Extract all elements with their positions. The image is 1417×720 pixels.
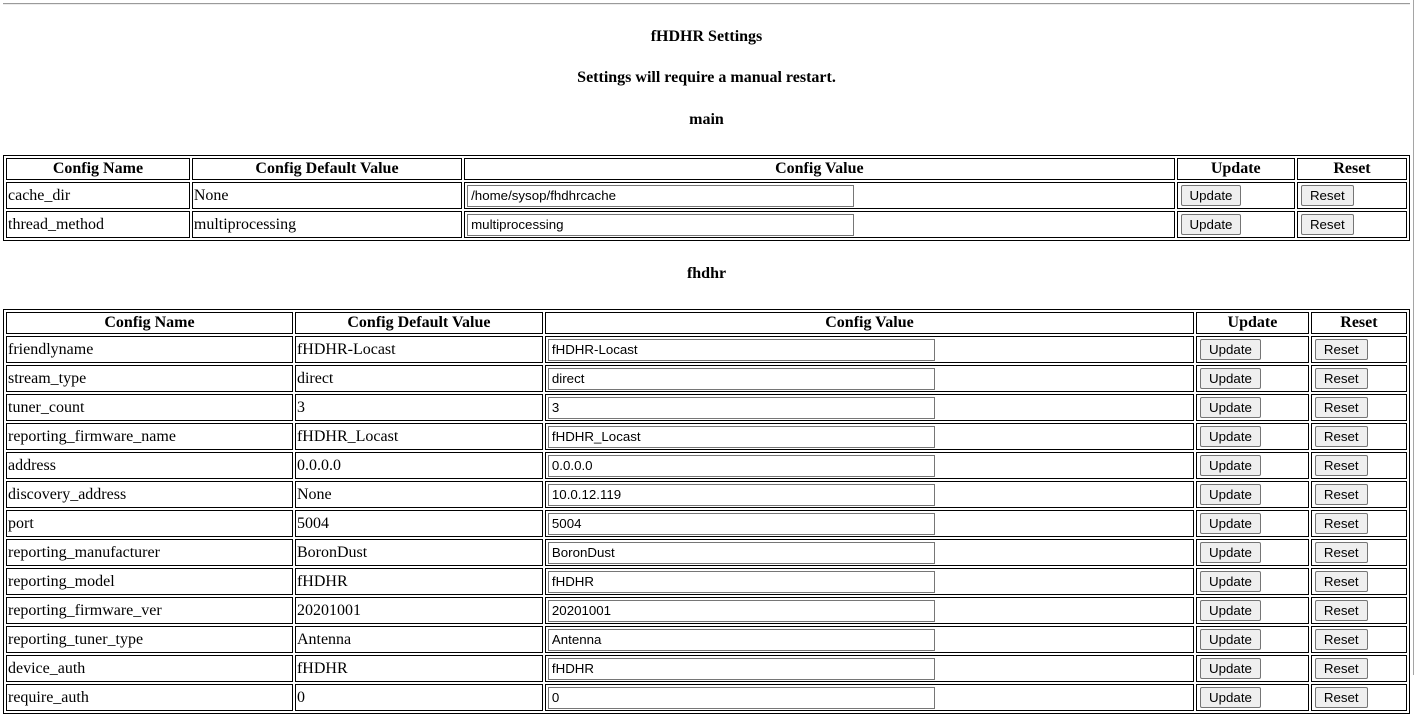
- restart-notice: Settings will require a manual restart.: [3, 69, 1410, 87]
- config-default-cell: fHDHR: [295, 655, 543, 682]
- column-header-update: Update: [1196, 312, 1309, 334]
- config-value-input[interactable]: [548, 426, 935, 448]
- config-default-cell: 0: [295, 684, 543, 711]
- config-default-cell: fHDHR-Locast: [295, 336, 543, 363]
- config-name-cell: reporting_firmware_ver: [6, 597, 293, 624]
- update-button[interactable]: Update: [1200, 658, 1261, 679]
- update-cell: [1196, 452, 1309, 479]
- reset-cell: [1311, 539, 1407, 566]
- config-value-cell: [545, 684, 1194, 711]
- table-row: [6, 626, 1407, 653]
- reset-button[interactable]: Reset: [1315, 455, 1368, 476]
- config-default-cell: 3: [295, 394, 543, 421]
- table-row: [6, 365, 1407, 392]
- reset-cell: [1311, 423, 1407, 450]
- config-name-cell: reporting_firmware_name: [6, 423, 293, 450]
- reset-button[interactable]: Reset: [1315, 658, 1368, 679]
- config-value-input[interactable]: [548, 629, 935, 651]
- table-row: [6, 481, 1407, 508]
- config-value-cell: [545, 394, 1194, 421]
- config-value-input[interactable]: [548, 658, 935, 680]
- column-header-config-name: Config Name: [6, 158, 190, 180]
- reset-cell: [1311, 655, 1407, 682]
- reset-cell: [1311, 626, 1407, 653]
- update-cell: [1196, 365, 1309, 392]
- settings-sections: [3, 111, 1410, 714]
- table-row: [6, 336, 1407, 363]
- update-button[interactable]: Update: [1200, 339, 1261, 360]
- config-default-cell: 5004: [295, 510, 543, 537]
- config-default-cell: None: [295, 481, 543, 508]
- section-heading-main: main: [3, 111, 1410, 129]
- table-row: [6, 211, 1407, 238]
- reset-button[interactable]: Reset: [1315, 484, 1368, 505]
- config-name-cell: cache_dir: [6, 182, 190, 209]
- config-name-cell: thread_method: [6, 211, 190, 238]
- column-header-config-default-value: Config Default Value: [192, 158, 462, 180]
- config-default-cell: multiprocessing: [192, 211, 462, 238]
- column-header-config-value: Config Value: [545, 312, 1194, 334]
- update-cell: [1196, 597, 1309, 624]
- update-button[interactable]: Update: [1200, 455, 1261, 476]
- config-default-cell: direct: [295, 365, 543, 392]
- config-value-input[interactable]: [548, 513, 935, 535]
- reset-cell: [1311, 365, 1407, 392]
- config-value-cell: [545, 568, 1194, 595]
- config-default-cell: 20201001: [295, 597, 543, 624]
- reset-cell: [1311, 510, 1407, 537]
- page-title: fHDHR Settings: [3, 28, 1410, 46]
- top-divider: [3, 3, 1410, 5]
- update-button[interactable]: Update: [1200, 426, 1261, 447]
- reset-button[interactable]: Reset: [1315, 629, 1368, 650]
- reset-button[interactable]: Reset: [1315, 600, 1368, 621]
- config-value-input[interactable]: [467, 214, 854, 236]
- column-header-config-name: Config Name: [6, 312, 293, 334]
- config-value-cell: [545, 626, 1194, 653]
- table-row: [6, 539, 1407, 566]
- update-cell: [1196, 568, 1309, 595]
- config-value-cell: [545, 452, 1194, 479]
- reset-cell: [1311, 597, 1407, 624]
- update-cell: [1196, 510, 1309, 537]
- config-value-input[interactable]: [548, 542, 935, 564]
- config-value-input[interactable]: [467, 185, 854, 207]
- reset-button[interactable]: Reset: [1315, 542, 1368, 563]
- config-table-fhdhr: [3, 309, 1410, 714]
- column-header-reset: Reset: [1297, 158, 1407, 180]
- config-value-input[interactable]: [548, 484, 935, 506]
- config-name-cell: device_auth: [6, 655, 293, 682]
- reset-button[interactable]: Reset: [1301, 185, 1354, 206]
- column-header-reset: Reset: [1311, 312, 1407, 334]
- config-value-cell: [545, 655, 1194, 682]
- reset-button[interactable]: Reset: [1315, 426, 1368, 447]
- config-name-cell: reporting_tuner_type: [6, 626, 293, 653]
- config-default-cell: fHDHR_Locast: [295, 423, 543, 450]
- reset-cell: [1311, 394, 1407, 421]
- config-value-input[interactable]: [548, 455, 935, 477]
- config-value-cell: [545, 423, 1194, 450]
- reset-button[interactable]: Reset: [1315, 687, 1368, 708]
- reset-cell: [1311, 568, 1407, 595]
- column-header-config-default-value: Config Default Value: [295, 312, 543, 334]
- update-cell: [1177, 211, 1295, 238]
- config-value-input[interactable]: [548, 368, 935, 390]
- config-default-cell: fHDHR: [295, 568, 543, 595]
- update-cell: [1196, 481, 1309, 508]
- table-row: [6, 684, 1407, 711]
- table-row: [6, 597, 1407, 624]
- config-default-cell: 0.0.0.0: [295, 452, 543, 479]
- config-value-input[interactable]: [548, 571, 935, 593]
- table-header-row: [6, 158, 1407, 180]
- update-button[interactable]: Update: [1200, 687, 1261, 708]
- update-cell: [1177, 182, 1295, 209]
- table-row: [6, 452, 1407, 479]
- config-name-cell: address: [6, 452, 293, 479]
- reset-cell: [1297, 211, 1407, 238]
- config-name-cell: discovery_address: [6, 481, 293, 508]
- update-button[interactable]: Update: [1200, 513, 1261, 534]
- table-row: [6, 655, 1407, 682]
- config-table-main: [3, 155, 1410, 241]
- config-value-cell: [545, 539, 1194, 566]
- config-value-cell: [545, 336, 1194, 363]
- config-name-cell: reporting_model: [6, 568, 293, 595]
- update-button[interactable]: Update: [1181, 185, 1242, 206]
- update-button[interactable]: Update: [1181, 214, 1242, 235]
- reset-cell: [1311, 336, 1407, 363]
- update-button[interactable]: Update: [1200, 600, 1261, 621]
- config-name-cell: tuner_count: [6, 394, 293, 421]
- config-value-cell: [464, 182, 1174, 209]
- update-cell: [1196, 626, 1309, 653]
- update-button[interactable]: Update: [1200, 368, 1261, 389]
- config-value-input[interactable]: [548, 339, 935, 361]
- update-button[interactable]: Update: [1200, 542, 1261, 563]
- update-cell: [1196, 539, 1309, 566]
- config-default-cell: Antenna: [295, 626, 543, 653]
- reset-button[interactable]: Reset: [1315, 397, 1368, 418]
- reset-button[interactable]: Reset: [1315, 339, 1368, 360]
- config-name-cell: reporting_manufacturer: [6, 539, 293, 566]
- reset-cell: [1311, 452, 1407, 479]
- config-value-input[interactable]: [548, 600, 935, 622]
- table-row: [6, 394, 1407, 421]
- column-header-update: Update: [1177, 158, 1295, 180]
- update-cell: [1196, 394, 1309, 421]
- table-row: [6, 423, 1407, 450]
- table-row: [6, 182, 1407, 209]
- update-cell: [1196, 336, 1309, 363]
- update-button[interactable]: Update: [1200, 484, 1261, 505]
- config-default-cell: None: [192, 182, 462, 209]
- update-button[interactable]: Update: [1200, 397, 1261, 418]
- table-header-row: [6, 312, 1407, 334]
- update-button[interactable]: Update: [1200, 571, 1261, 592]
- config-value-input[interactable]: [548, 397, 935, 419]
- config-value-input[interactable]: [548, 687, 935, 709]
- table-row: [6, 568, 1407, 595]
- config-value-cell: [545, 597, 1194, 624]
- config-default-cell: BoronDust: [295, 539, 543, 566]
- config-value-cell: [464, 211, 1174, 238]
- reset-cell: [1297, 182, 1407, 209]
- reset-button[interactable]: Reset: [1301, 214, 1354, 235]
- reset-cell: [1311, 684, 1407, 711]
- table-row: [6, 510, 1407, 537]
- scrollbar-edge-line: [1413, 0, 1414, 675]
- reset-button[interactable]: Reset: [1315, 368, 1368, 389]
- config-name-cell: stream_type: [6, 365, 293, 392]
- column-header-config-value: Config Value: [464, 158, 1174, 180]
- config-name-cell: require_auth: [6, 684, 293, 711]
- update-button[interactable]: Update: [1200, 629, 1261, 650]
- reset-button[interactable]: Reset: [1315, 513, 1368, 534]
- section-heading-fhdhr: fhdhr: [3, 265, 1410, 283]
- config-value-cell: [545, 481, 1194, 508]
- reset-button[interactable]: Reset: [1315, 571, 1368, 592]
- config-name-cell: friendlyname: [6, 336, 293, 363]
- update-cell: [1196, 684, 1309, 711]
- update-cell: [1196, 423, 1309, 450]
- reset-cell: [1311, 481, 1407, 508]
- config-value-cell: [545, 365, 1194, 392]
- config-name-cell: port: [6, 510, 293, 537]
- update-cell: [1196, 655, 1309, 682]
- config-value-cell: [545, 510, 1194, 537]
